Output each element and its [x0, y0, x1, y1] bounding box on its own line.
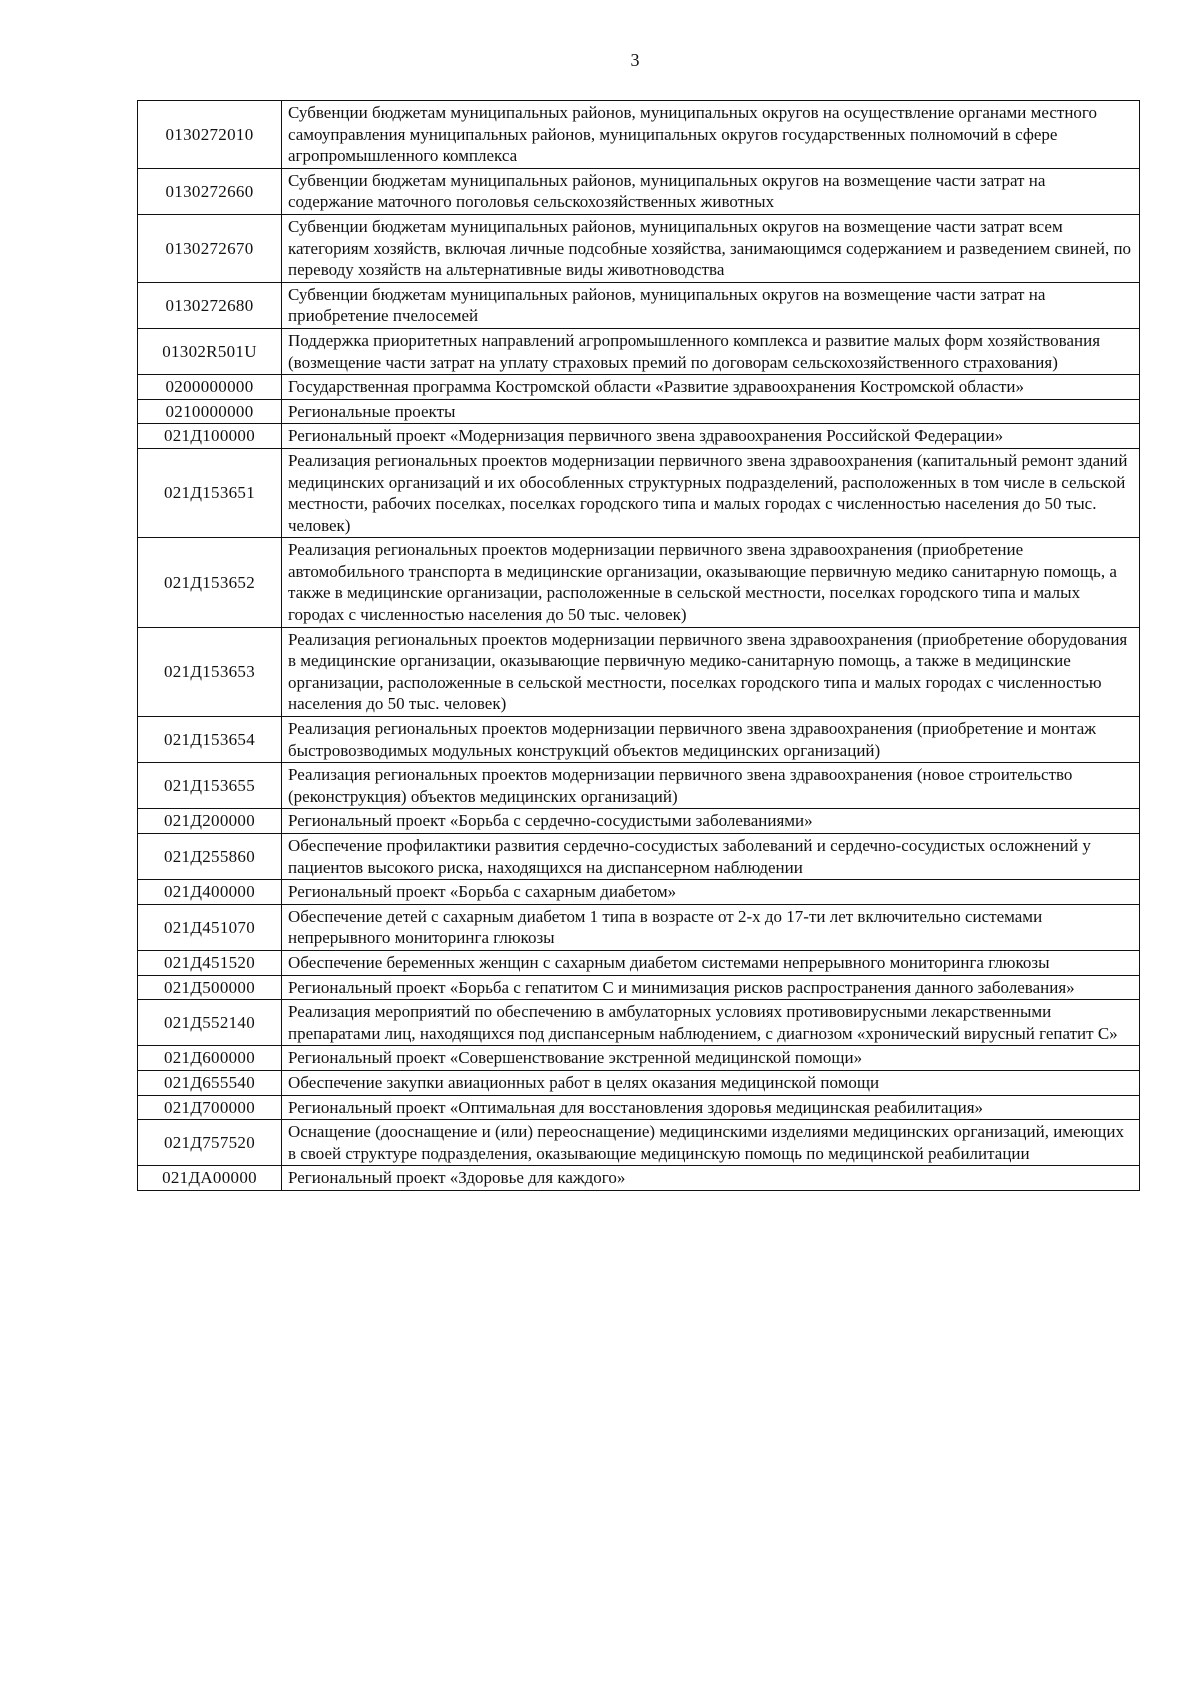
row-description: Субвенции бюджетам муниципальных районов, муниципальных округов на возмещение части затрат на содержание маточного поголовья сельскохозяйственных животных — [282, 168, 1140, 214]
table-row — [138, 328, 1140, 374]
row-description: Государственная программа Костромской области «Развитие здравоохранения Костромской области» — [282, 375, 1140, 400]
row-code: 021Д600000 — [138, 1046, 282, 1071]
table-row — [138, 1070, 1140, 1095]
row-code: 0130272660 — [138, 168, 282, 214]
page-number: 3 — [630, 50, 640, 70]
row-description: Реализация региональных проектов модернизации первичного звена здравоохранения (новое строительство (реконструкция) объектов медицинских организаций) — [282, 763, 1140, 809]
row-description: Субвенции бюджетам муниципальных районов, муниципальных округов на возмещение части затрат всем категориям хозяйств, включая личные подсобные хозяйства, занимающимся содержанием и разведением свиней, по переводу хозяйств на альтернативные виды животноводства — [282, 214, 1140, 282]
row-code: 0130272010 — [138, 101, 282, 169]
row-code: 0210000000 — [138, 399, 282, 424]
table-row — [138, 1046, 1140, 1071]
table-row — [138, 375, 1140, 400]
row-description: Региональный проект «Борьба с сахарным диабетом» — [282, 880, 1140, 905]
row-description: Региональный проект «Модернизация первичного звена здравоохранения Российской Федерации» — [282, 424, 1140, 449]
row-description: Оснащение (дооснащение и (или) переоснащение) медицинскими изделиями медицинских организаций, имеющих в своей структуре подразделения, оказывающие медицинскую помощь по медицинской реабилитации — [282, 1120, 1140, 1166]
row-description: Реализация региональных проектов модернизации первичного звена здравоохранения (приобретение и монтаж быстровозводимых модульных конструкций объектов медицинских организаций) — [282, 717, 1140, 763]
table-row — [138, 950, 1140, 975]
table-row — [138, 763, 1140, 809]
row-code: 01302R501U — [138, 328, 282, 374]
table-row — [138, 538, 1140, 627]
table-row — [138, 627, 1140, 716]
table-row — [138, 1120, 1140, 1166]
row-code: 0130272670 — [138, 214, 282, 282]
row-description: Субвенции бюджетам муниципальных районов, муниципальных округов на возмещение части затрат на приобретение пчелосемей — [282, 282, 1140, 328]
table-row — [138, 809, 1140, 834]
row-description: Обеспечение беременных женщин с сахарным диабетом системами непрерывного мониторинга глюкозы — [282, 950, 1140, 975]
row-code: 021Д153655 — [138, 763, 282, 809]
row-description: Региональный проект «Совершенствование экстренной медицинской помощи» — [282, 1046, 1140, 1071]
table-row — [138, 424, 1140, 449]
row-description: Субвенции бюджетам муниципальных районов, муниципальных округов на осуществление органами местного самоуправления муниципальных районов, муниципальных округов государственных полномочий в сфере агропромышленного комплекса — [282, 101, 1140, 169]
row-code: 0130272680 — [138, 282, 282, 328]
row-code: 0200000000 — [138, 375, 282, 400]
row-description: Региональный проект «Здоровье для каждого» — [282, 1166, 1140, 1191]
row-code: 021Д200000 — [138, 809, 282, 834]
budget-code-table — [137, 100, 1140, 1191]
table-row — [138, 975, 1140, 1000]
table-row — [138, 214, 1140, 282]
table-row — [138, 904, 1140, 950]
row-description: Реализация региональных проектов модернизации первичного звена здравоохранения (капитальный ремонт зданий медицинских организаций и их обособленных структурных подразделений, расположенных в том числе в сельской местности, рабочих поселках, поселках городского типа и малых городах с численностью населения до 50 тыс. человек) — [282, 448, 1140, 537]
row-description: Поддержка приоритетных направлений агропромышленного комплекса и развитие малых форм хозяйствования (возмещение части затрат на уплату страховых премий по договорам сельскохозяйственного страхования) — [282, 328, 1140, 374]
budget-code-table-body — [138, 101, 1140, 1191]
row-code: 021Д153653 — [138, 627, 282, 716]
row-code: 021ДА00000 — [138, 1166, 282, 1191]
row-description: Региональный проект «Борьба с гепатитом С и минимизация рисков распространения данного заболевания» — [282, 975, 1140, 1000]
row-code: 021Д255860 — [138, 834, 282, 880]
row-description: Обеспечение детей с сахарным диабетом 1 типа в возрасте от 2-х до 17-ти лет включительно системами непрерывного мониторинга глюкозы — [282, 904, 1140, 950]
row-code: 021Д757520 — [138, 1120, 282, 1166]
row-description: Реализация региональных проектов модернизации первичного звена здравоохранения (приобретение оборудования в медицинские организации, оказывающие первичную медико-санитарную помощь, а также в медицинские организации, расположенные в сельской местности, поселках городского типа и малых городах с численностью населения до 50 тыс. человек) — [282, 627, 1140, 716]
table-row — [138, 448, 1140, 537]
row-code: 021Д153652 — [138, 538, 282, 627]
row-description: Региональный проект «Борьба с сердечно-сосудистыми заболеваниями» — [282, 809, 1140, 834]
row-code: 021Д500000 — [138, 975, 282, 1000]
table-row — [138, 282, 1140, 328]
row-code: 021Д153651 — [138, 448, 282, 537]
table-row — [138, 834, 1140, 880]
table-row — [138, 1166, 1140, 1191]
row-code: 021Д655540 — [138, 1070, 282, 1095]
table-row — [138, 1095, 1140, 1120]
row-code: 021Д552140 — [138, 1000, 282, 1046]
table-row — [138, 1000, 1140, 1046]
table-row — [138, 101, 1140, 169]
row-description: Реализация мероприятий по обеспечению в амбулаторных условиях противовирусными лекарственными препаратами лиц, находящихся под диспансерным наблюдением, с диагнозом «хронический вирусный гепатит С» — [282, 1000, 1140, 1046]
table-row — [138, 399, 1140, 424]
row-description: Обеспечение закупки авиационных работ в целях оказания медицинской помощи — [282, 1070, 1140, 1095]
row-description: Региональный проект «Оптимальная для восстановления здоровья медицинская реабилитация» — [282, 1095, 1140, 1120]
row-code: 021Д451520 — [138, 950, 282, 975]
row-code: 021Д700000 — [138, 1095, 282, 1120]
table-row — [138, 880, 1140, 905]
row-description: Региональные проекты — [282, 399, 1140, 424]
row-code: 021Д153654 — [138, 717, 282, 763]
table-row — [138, 717, 1140, 763]
row-code: 021Д100000 — [138, 424, 282, 449]
row-description: Реализация региональных проектов модернизации первичного звена здравоохранения (приобретение автомобильного транспорта в медицинские организации, оказывающие первичную медико санитарную помощь, а также в медицинские организации, расположенные в сельской местности, поселках городского типа и малых городах с численностью населения до 50 тыс. человек) — [282, 538, 1140, 627]
row-code: 021Д400000 — [138, 880, 282, 905]
row-code: 021Д451070 — [138, 904, 282, 950]
row-description: Обеспечение профилактики развития сердечно-сосудистых заболеваний и сердечно-сосудистых осложнений у пациентов высокого риска, находящихся на диспансерном наблюдении — [282, 834, 1140, 880]
table-row — [138, 168, 1140, 214]
